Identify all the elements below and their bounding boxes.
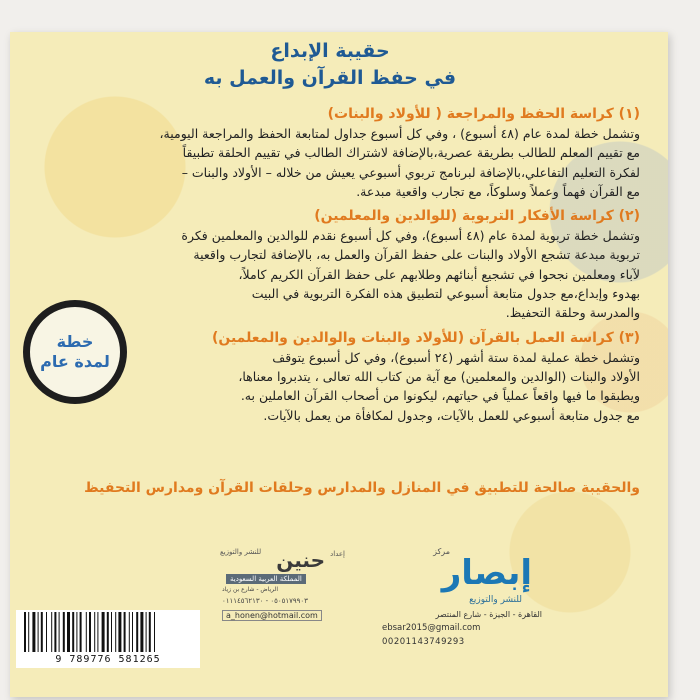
barcode-bar: [59, 612, 60, 652]
author-pub-tagline: للنشر والتوزيع: [220, 548, 262, 556]
barcode-bar: [51, 612, 52, 652]
barcode-bar: [129, 612, 130, 652]
barcode-bar: [94, 612, 95, 652]
section-line: لفكرة التعليم التفاعلي،بالإضافة لبرنامج تربوي أسبوعي يعيش من خلاله – الأولاد والبنات –: [181, 164, 640, 180]
section-line: مع جدول متابعة أسبوعي للعمل بالآيات، وجدول لمكافأة من يعمل بالآيات.: [263, 407, 640, 423]
barcode-bar: [86, 612, 87, 652]
barcode-bar: [28, 612, 29, 652]
barcode-bar: [46, 612, 47, 652]
barcode-bar: [32, 612, 35, 652]
section-line: بهدوء وإبداع،مع جدول متابعة أسبوعي لتطبيق هذه الفكرة التربوية في البيت: [251, 286, 640, 302]
one-year-plan-badge: [23, 300, 127, 404]
section-line: والمدرسة وحلقة التحفيظ.: [505, 305, 640, 321]
author-pub-email: a_honen@hotmail.com: [222, 610, 322, 621]
barcode-bar: [124, 612, 126, 652]
publisher-phone: 00201143749293: [382, 637, 465, 647]
barcode-bar: [63, 612, 65, 652]
author-pub-country: المملكة العربية السعودية: [226, 574, 306, 584]
barcode-bar: [132, 612, 133, 652]
barcode-number: 9 789776 581265: [55, 654, 161, 665]
publisher-logo: [382, 545, 542, 645]
publisher-address: القاهرة - الجيزة - شارع المنتصر: [435, 610, 542, 619]
badge-line-1: خطة: [56, 332, 94, 351]
author-pub-address: الرياض - شارع بن زياد: [222, 586, 278, 593]
barcode-bar: [115, 612, 116, 652]
barcode-bar: [67, 612, 70, 652]
section-2: [20, 207, 640, 322]
barcode-bar: [146, 612, 147, 652]
barcode-bar: [80, 612, 82, 652]
section-line: لآباء ومعلمين نجحوا في تشجيع أبنائهم وطلابهم على حفظ القرآن الكريم كاملاً،: [238, 266, 640, 282]
section-line: وتشمل خطة عملية لمدة ستة أشهر (٢٤ أسبوع)، وفي كل أسبوع يتوقف: [272, 349, 640, 365]
section-line: مع القرآن فهماً وعملاً وسلوكاً، مع تجارب واقعية مبدعة.: [356, 183, 640, 199]
badge-line-2: لمدة عام: [40, 352, 110, 371]
barcode-bar: [41, 612, 43, 652]
barcode-bar: [24, 612, 26, 652]
title-line-2: في حفظ القرآن والعمل به: [203, 67, 457, 89]
author-pub-name: حنين: [276, 548, 325, 572]
publisher-prefix: مركز: [433, 547, 450, 556]
barcode-bar: [149, 612, 151, 652]
section-line: ويطبقوا ما فيها واقعاً عملياً في حياتهم، ليكونوا من أصحاب القرآن العاملين به.: [240, 388, 640, 404]
section-heading: (١) كراسة الحفظ والمراجعة ( للأولاد والبنات): [327, 106, 640, 122]
section-1: [20, 105, 640, 201]
author-pub-phone: ٠٥٠٥١٧٩٩٠٣ - ٠١١١٤٥٦٢١٣٠: [222, 597, 308, 605]
barcode-bar: [89, 612, 91, 652]
publisher-subtitle: للنشر والتوزيع: [469, 595, 522, 605]
publisher-name: إبصار: [441, 553, 532, 593]
barcode-bar: [140, 612, 143, 652]
isbn-barcode: [16, 610, 200, 668]
section-line: مع تقييم المعلم للطالب بطريقة عصرية،بالإضافة لاشتراك الطالب في تقييم الحلقة تطبيقاً: [182, 145, 640, 161]
barcode-bar: [76, 612, 77, 652]
title-line-1: حقيبة الإبداع: [270, 40, 390, 62]
barcode-bars: [22, 612, 194, 654]
barcode-bar: [107, 612, 109, 652]
barcode-bar: [72, 612, 74, 652]
section-line: وتشمل خطة تربوية لمدة عام (٤٨ أسبوع)، وفي كل أسبوع نقدم للوالدين والمعلمين فكرة: [181, 228, 640, 244]
barcode-bar: [54, 612, 56, 652]
barcode-bar: [102, 612, 105, 652]
section-line: الأولاد والبنات (الوالدين والمعلمين) مع آية من كتاب الله تعالى ، يتدبروا معناها،: [238, 368, 640, 384]
section-line: تربوية مبدعة تشجع الأولاد والبنات على حفظ القرآن والعمل به، بالإضافة لتجارب واقعية: [193, 247, 640, 263]
barcode-bar: [136, 612, 138, 652]
author-publisher-logo: [220, 548, 345, 638]
barcode-bar: [97, 612, 98, 652]
barcode-bar: [154, 612, 155, 652]
author-prefix: إعداد: [330, 550, 345, 558]
barcode-bar: [111, 612, 112, 652]
barcode-bar: [38, 612, 39, 652]
suitability-statement: والحقيبة صالحة للتطبيق في المنازل والمدارس وحلقات القرآن ومدارس التحفيظ: [84, 480, 640, 496]
section-heading: (٢) كراسة الأفكار التربوية (للوالدين والمعلمين): [314, 208, 640, 225]
barcode-bar: [118, 612, 121, 652]
section-line: وتشمل خطة لمدة عام (٤٨ أسبوع) ، وفي كل أسبوع جداول لمتابعة الحفظ والمراجعة اليومية،: [159, 126, 640, 141]
publisher-email: ebsar2015@gmail.com: [382, 623, 481, 633]
section-heading: (٣) كراسة العمل بالقرآن (للأولاد والبنات والوالدين والمعلمين): [211, 329, 640, 346]
